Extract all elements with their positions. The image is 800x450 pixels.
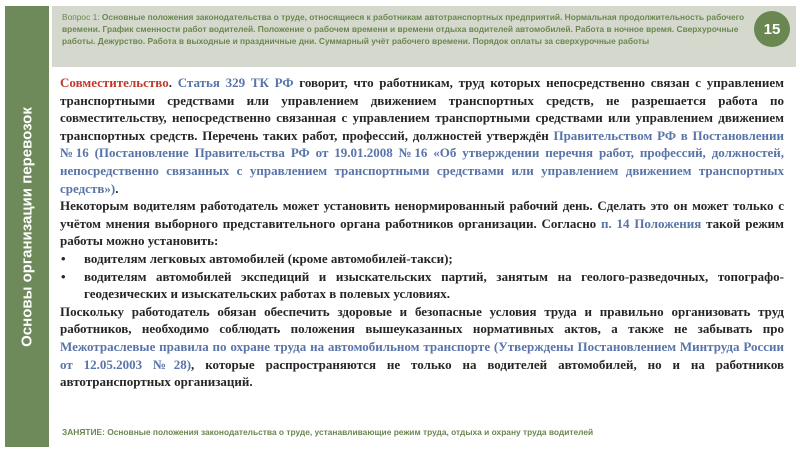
paragraph-combination: Совместительство. Статья 329 ТК РФ говорит, что работникам, труд которых непосредственно связан с управлением транспортными средствами или управлением движением транспортных средств, не разрешается работа по совместительству, непосредственно связанная с управлением транспортными средствами или управлением движением транспортных средств. Перечень таких работ, профессий, должностей утверждён Правительством РФ в Постановлении №16 (Постановление Правительства РФ от 19.01.2008 №16 «Об утверждении перечня работ, профессий, должностей, непосредственно связанных с управлением транспортными средствами или управлением движением транспортных средств»). (60, 75, 785, 196)
paragraph-irregular-day: Некоторым водителям работодатель может установить ненормированный рабочий день. Сделать это он может только с учётом мнения выборного представительного органа работников организации. Согласно п. 14 Положения такой режим работы можно установить: (60, 198, 784, 249)
clause-14-link[interactable]: п. 14 Положения (600, 215, 702, 231)
question-heading (62, 11, 747, 48)
header-bar (52, 6, 796, 67)
bullet-marker: • (61, 250, 66, 266)
question-text: Основные положения законодательства о труде, относящиеся к работникам автотранспортных предприятий. Нормальная продолжительность рабочего времени. График сменности работ водителей. Положение о рабочем времени и времени отдыха водителей автомобилей. Работа в ночное время. Сверхурочные работы. Дежурство. Работа в выходные и праздничные дни. Суммарный учёт рабочего времени. Порядок оплаты за сверхурочные работы (62, 12, 745, 47)
main-content (60, 74, 784, 391)
sidebar (5, 6, 49, 447)
safety-rules-link[interactable]: Межотраслевые правила по охране труда на автомобильном транспорте (Утверждены Постановлением Минтруда России от 12.05.2003 №28) (60, 338, 784, 372)
decree-16-link[interactable]: Правительством РФ в Постановлении №16 (Постановление Правительства РФ от 19.01.2008 №16 «Об утверждении перечня работ, профессий, должностей, непосредственно связанных с управлением транспортными средствами или управлением движением транспортных средств») (60, 127, 784, 196)
sidebar-title: Основы организации перевозок (18, 106, 36, 347)
driver-list (60, 250, 784, 303)
list-item: • водителям легковых автомобилей (кроме автомобилей-такси); (61, 250, 453, 266)
page-number-badge: 15 (754, 11, 790, 47)
footer-topic: ЗАНЯТИЕ: Основные положения законодательства о труде, устанавливающие режим труда, отдыха и охрану труда водителей (62, 427, 594, 437)
question-label: Вопрос 1: (62, 12, 102, 22)
list-item: • водителям автомобилей экспедиций и изыскательских партий, занятым на геолого-разведочных, топографо-геодезических и изыскательских работах в полевых условиях. (61, 268, 784, 302)
article-329-link[interactable]: Статья 329 ТК РФ (177, 75, 294, 90)
paragraph-safety: Поскольку работодатель обязан обеспечить здоровые и безопасные условия труда и правильно организовать труд работников, необходимо соблюдать положения вышеуказанных нормативных актов, а также не забывать про Межотраслевые правила по охране труда на автомобильном транспорте (Утверждены Постановлением Минтруда России от 12.05.2003 №28), которые распространяются не только на водителей автомобилей, но и на работников автотранспортных организаций. (60, 303, 785, 390)
term-combination: Совместительство (60, 75, 169, 90)
bullet-marker: • (61, 268, 66, 284)
